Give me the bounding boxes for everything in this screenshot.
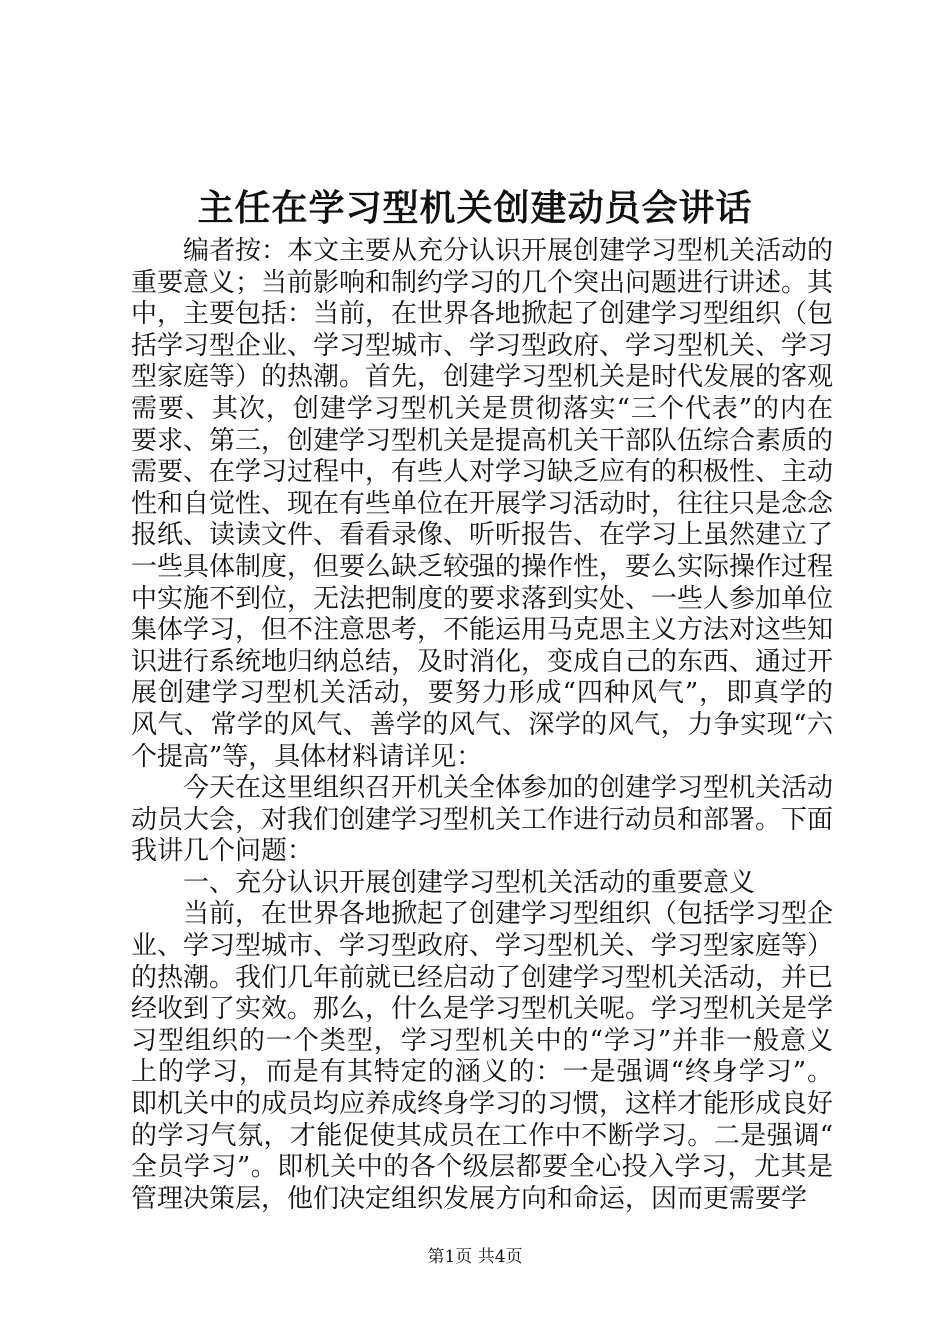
section-heading: 一、充分认识开展创建学习型机关活动的重要意义 bbox=[183, 867, 756, 898]
document-title: 主任在学习型机关创建动员会讲话 bbox=[197, 187, 753, 229]
paragraph-editor-note: 编者按：本文主要从充分认识开展创建学习型机关活动的重要意义；当前影响和制约学习的几个突出问题进行讲述。其中，主要包括：当前，在世界各地掀起了创建学习型组织（包括学习型企业、学习型城市、学习型政府、学习型机关、学习型家庭等）的热潮。首先，创建学习型机关是时代发展的客观需要、其次，创建学习型机关是贯彻落实“三个代表”的内在要求、第三，创建学习型机关是提高机关干部队伍综合素质的需要、在学习过程中，有些人对学习缺乏应有的积极性、主动性和自觉性、现在有些单位在开展学习活动时，往往只是念念报纸、读读文件、看看录像、听听报告、在学习上虽然建立了一些具体制度，但要么缺乏较强的操作性，要么实际操作过程中实施不到位，无法把制度的要求落到实处、一些人参加单位集体学习，但不注意思考，不能运用马克思主义方法对这些知识进行系统地归纳总结，及时消化，变成自己的东西、通过开展创建学习型机关活动，要努力形成“四种风气”，即真学的风气、常学的风气、善学的风气、深学的风气，力争实现“六个提高”等，具体材料请详见： bbox=[131, 236, 834, 772]
document-body bbox=[131, 236, 833, 1215]
paragraph-section-body: 当前，在世界各地掀起了创建学习型组织（包括学习型企业、学习型城市、学习型政府、学习型机关、学习型家庭等）的热潮。我们几年前就已经启动了创建学习型机关活动，并已经收到了实效。那么，什么是学习型机关呢。学习型机关是学习型组织的一个类型，学习型机关中的“学习”并非一般意义上的学习，而是有其特定的涵义的：一是强调“终身学习”。即机关中的成员均应养成终身学习的习惯，这样才能形成良好的学习气氛，才能促使其成员在工作中不断学习。二是强调“全员学习”。即机关中的各个级层都要全心投入学习，尤其是管理决策层，他们决定组织发展方向和命运，因而更需要学 bbox=[131, 899, 834, 1214]
paragraph-opening: 今天在这里组织召开机关全体参加的创建学习型机关活动动员大会，对我们创建学习型机关工作进行动员和部署。下面我讲几个问题： bbox=[131, 773, 834, 867]
page-footer: 第1页 共4页 bbox=[427, 1247, 523, 1267]
